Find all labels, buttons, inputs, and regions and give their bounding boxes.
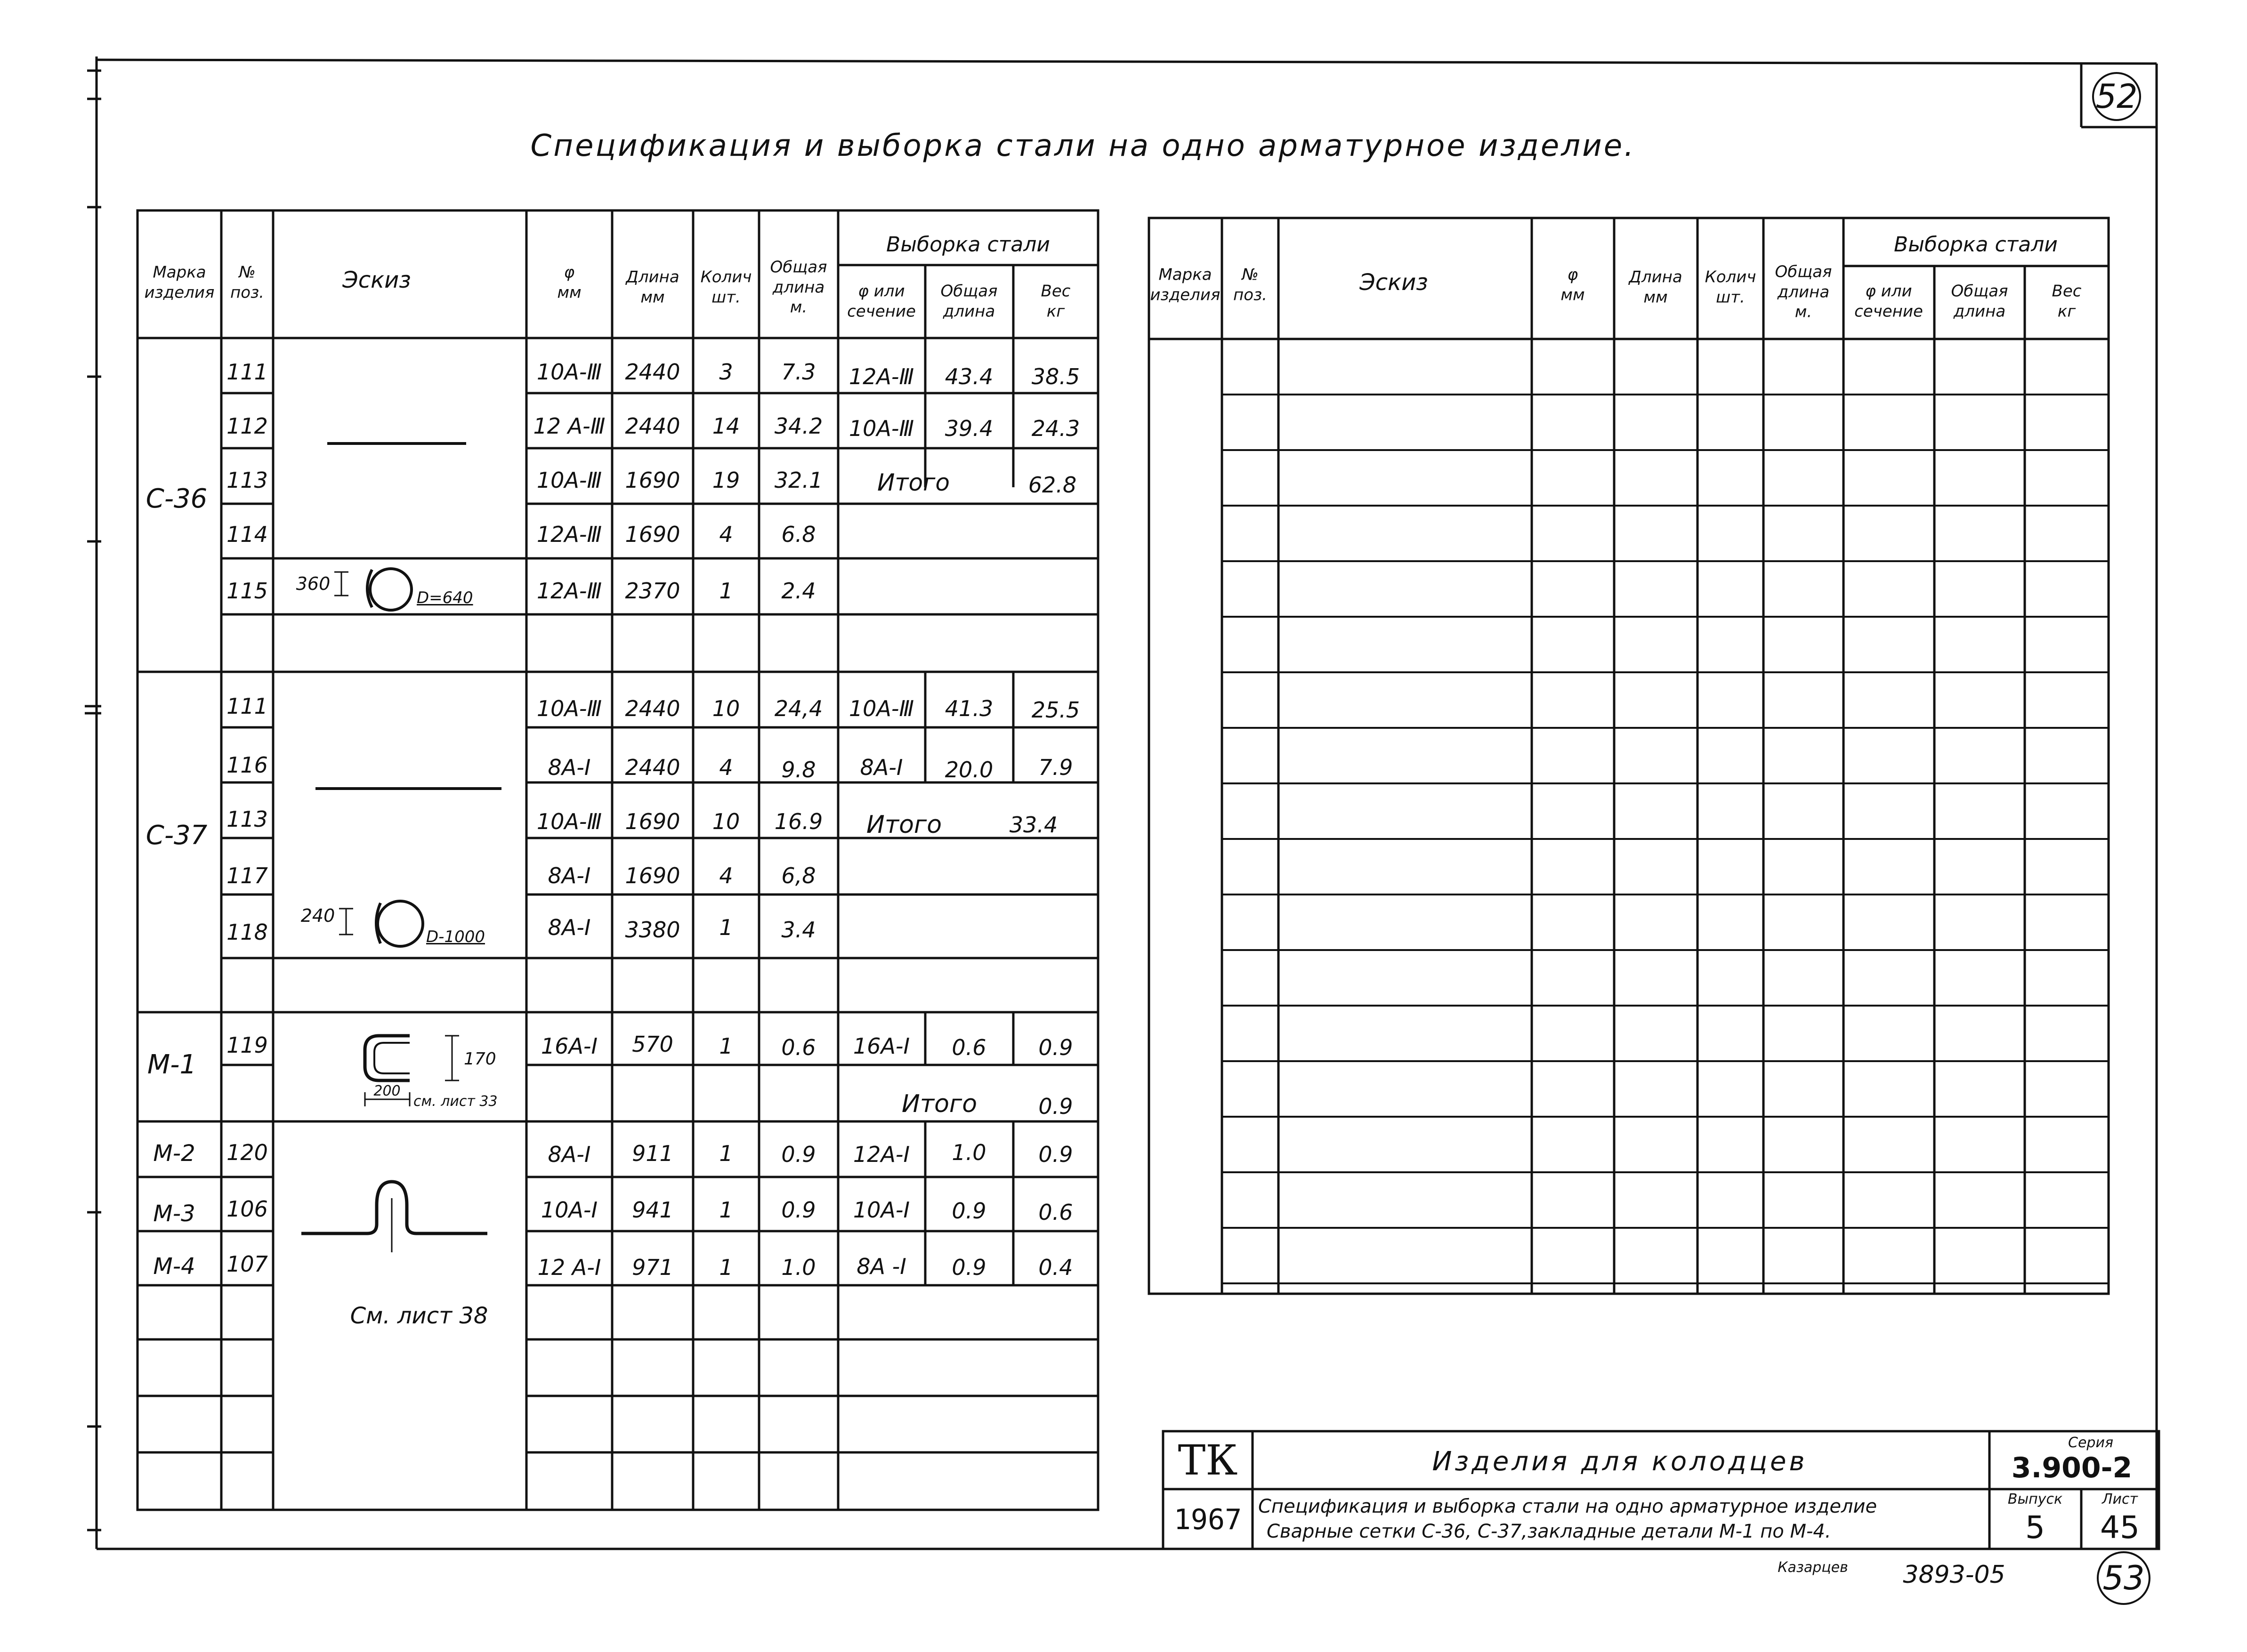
sel-weight: 0.4	[1038, 1255, 1073, 1280]
len-cell: 941	[632, 1197, 673, 1223]
stamp-desc-line2: Сварные сетки С-36, С-37,закладные детали М-1 по М-4.	[1267, 1521, 1831, 1542]
total-label: Итого	[901, 1090, 978, 1118]
len-cell: 971	[632, 1255, 673, 1280]
stamp-issue: 5	[2025, 1509, 2045, 1546]
sel-weight: 24.3	[1031, 416, 1080, 441]
stamp-sheet-label: Лист	[2102, 1491, 2138, 1507]
sheet-number: 52	[2095, 77, 2138, 116]
mark-c36: С-36	[145, 484, 208, 514]
pos-cell: 114	[226, 522, 268, 547]
pos-cell: 115	[226, 578, 268, 604]
stamp-issue-label: Выпуск	[2007, 1491, 2063, 1507]
mark-m4: М-4	[153, 1253, 195, 1280]
sel-section: 12А-Ⅰ	[853, 1142, 910, 1167]
total-value: 0.9	[1038, 1094, 1073, 1119]
tot-cell: 6,8	[781, 863, 816, 888]
dia-cell: 10А-Ⅲ	[536, 809, 602, 834]
dia-cell: 10А-Ⅲ	[536, 467, 602, 493]
hdr-diameter: φ мм	[557, 263, 582, 302]
pos-cell: 118	[226, 919, 268, 945]
dia-cell: 12 А-Ⅰ	[537, 1255, 601, 1280]
sel-weight: 0.9	[1038, 1035, 1073, 1060]
sketch-diameter: D-1000	[426, 927, 485, 946]
dia-cell: 12А-Ⅲ	[536, 578, 602, 604]
hdr-selection: Выборка стали	[886, 233, 1050, 257]
len-cell: 2440	[625, 755, 680, 780]
tot-cell: 24,4	[774, 696, 823, 721]
mark-m2: М-2	[153, 1140, 195, 1167]
qty-cell: 3	[719, 359, 733, 385]
sel-length: 41.3	[945, 696, 994, 721]
tot-cell: 34.2	[774, 413, 823, 439]
hdr-weight: Вес кг	[1041, 282, 1071, 321]
stamp-series-label: Серия	[2068, 1434, 2113, 1451]
hdr-length: Длина мм	[626, 267, 679, 306]
qty-cell: 10	[712, 809, 740, 834]
total-value: 33.4	[1009, 812, 1058, 838]
qty-cell: 1	[719, 578, 733, 604]
len-cell: 2370	[625, 578, 680, 604]
qty-cell: 1	[719, 1141, 733, 1166]
total-label: Итого	[866, 811, 942, 839]
sel-length: 1.0	[952, 1140, 986, 1165]
hdr-weight-right: Вес кг	[2052, 282, 2082, 321]
dia-cell: 12 А-Ⅲ	[533, 413, 606, 439]
next-sheet-number: 53	[2102, 1559, 2145, 1597]
tot-cell: 2.4	[781, 578, 816, 604]
dia-cell: 8А-Ⅰ	[548, 863, 591, 888]
qty-cell: 4	[719, 522, 733, 547]
sel-length: 20.0	[945, 757, 994, 782]
pos-cell: 107	[226, 1251, 268, 1277]
sketch-ref: см. лист 33	[413, 1093, 498, 1110]
sel-weight: 38.5	[1031, 364, 1080, 389]
mark-m3: М-3	[153, 1201, 195, 1227]
sketches	[301, 443, 501, 1252]
tot-cell: 3.4	[781, 917, 816, 943]
stamp-desc-line1: Спецификация и выборка стали на одно арматурное изделие	[1258, 1496, 1877, 1517]
pos-cell: 113	[226, 806, 268, 832]
len-cell: 3380	[625, 917, 680, 943]
stamp-sheet: 45	[2100, 1509, 2140, 1546]
mark-c37: С-37	[145, 820, 208, 851]
len-cell: 2440	[625, 413, 680, 439]
details-ref: См. лист 38	[350, 1303, 488, 1329]
sel-section: 10А-Ⅰ	[853, 1197, 910, 1223]
signature: Казарцев	[1778, 1559, 1848, 1576]
hdr-qty-right: Колич шт.	[1705, 267, 1756, 306]
hdr-qty: Колич шт.	[700, 267, 752, 306]
hdr-section-right: φ или сечение	[1854, 282, 1923, 321]
dia-cell: 16А-Ⅰ	[541, 1033, 598, 1059]
hdr-section: φ или сечение	[847, 282, 916, 321]
hdr-mark: Марка изделия	[144, 263, 215, 302]
sel-section: 10А-Ⅲ	[849, 416, 914, 441]
hdr-pos: № поз.	[230, 263, 264, 302]
tot-cell: 6.8	[781, 522, 816, 547]
anchor-sketch-m2-m4	[301, 1182, 487, 1233]
qty-cell: 1	[719, 915, 733, 940]
stamp-org: ТК	[1178, 1436, 1238, 1484]
len-cell: 911	[632, 1141, 673, 1166]
doc-number: 3893-05	[1903, 1561, 2005, 1589]
qty-cell: 4	[719, 863, 733, 888]
sketch-dim: 360	[296, 573, 331, 594]
pos-cell: 120	[226, 1140, 268, 1165]
ring-sketch-c36	[370, 569, 412, 610]
qty-cell: 19	[712, 467, 740, 493]
sel-weight: 0.9	[1038, 1142, 1073, 1167]
ring-sketch-c37	[378, 901, 423, 946]
total-value: 62.8	[1028, 472, 1077, 498]
stamp-year: 1967	[1173, 1503, 1242, 1536]
right-table-rows	[1222, 395, 2109, 1283]
sel-length: 0.6	[952, 1035, 986, 1060]
sketch-diameter: D=640	[417, 588, 473, 607]
hdr-total-length: Общая длина м.	[770, 258, 827, 317]
tot-cell: 0.9	[781, 1197, 816, 1223]
tot-cell: 7.3	[781, 359, 816, 385]
dia-cell: 8А-Ⅰ	[548, 915, 591, 940]
pos-cell: 113	[226, 467, 268, 493]
qty-cell: 1	[719, 1255, 733, 1280]
qty-cell: 1	[719, 1033, 733, 1059]
pos-cell: 106	[226, 1196, 268, 1222]
sel-length: 39.4	[945, 416, 994, 441]
hdr-length-right: Длина мм	[1629, 267, 1682, 306]
tot-cell: 0.9	[781, 1142, 816, 1167]
hdr-diameter-right: φ мм	[1560, 265, 1585, 304]
len-cell: 2440	[625, 359, 680, 385]
hdr-pos-right: № поз.	[1233, 265, 1267, 304]
hdr-sel-length-right: Общая длина	[1951, 282, 2008, 321]
sketch-dim-h: 170	[464, 1049, 496, 1069]
len-cell: 1690	[625, 467, 680, 493]
sel-section: 12А-Ⅲ	[849, 364, 914, 389]
stamp-series: 3.900-2	[2011, 1451, 2133, 1484]
len-cell: 1690	[625, 863, 680, 888]
hdr-total-length-right: Общая длина м.	[1775, 262, 1832, 322]
stamp-product: Изделия для колодцев	[1432, 1446, 1808, 1477]
hdr-selection-right: Выборка стали	[1894, 233, 2058, 257]
len-cell: 1690	[625, 809, 680, 834]
sel-length: 0.9	[952, 1255, 986, 1280]
qty-cell: 14	[712, 413, 740, 439]
qty-cell: 10	[712, 696, 740, 721]
pos-cell: 111	[226, 359, 268, 385]
dia-cell: 8А-Ⅰ	[548, 755, 591, 780]
page-title: Спецификация и выборка стали на одно арматурное изделие.	[530, 129, 1636, 163]
mark-m1: М-1	[147, 1049, 197, 1080]
sel-weight: 0.6	[1038, 1200, 1073, 1225]
qty-cell: 1	[719, 1197, 733, 1223]
left-table-grid	[137, 210, 1098, 1510]
tot-cell: 1.0	[781, 1255, 816, 1280]
sel-section: 8А-Ⅰ	[860, 755, 903, 780]
hdr-mark-right: Марка изделия	[1150, 265, 1220, 304]
dia-cell: 10А-Ⅰ	[541, 1197, 598, 1223]
pos-cell: 116	[226, 752, 268, 778]
sel-length: 43.4	[945, 364, 994, 389]
dia-cell: 10А-Ⅲ	[536, 696, 602, 721]
dia-cell: 10А-Ⅲ	[536, 359, 602, 385]
right-table-grid	[1149, 218, 2109, 1294]
pos-cell: 117	[226, 863, 268, 888]
pos-cell: 111	[226, 693, 268, 719]
sel-section: 16А-Ⅰ	[853, 1033, 910, 1059]
len-cell: 1690	[625, 522, 680, 547]
tot-cell: 0.6	[781, 1035, 816, 1060]
sel-weight: 25.5	[1031, 697, 1080, 723]
hdr-sel-length: Общая длина	[940, 282, 998, 321]
dia-cell: 12А-Ⅲ	[536, 522, 602, 547]
tot-cell: 16.9	[774, 809, 823, 834]
sel-weight: 7.9	[1038, 755, 1073, 780]
sel-section: 10А-Ⅲ	[849, 696, 914, 721]
sel-section: 8А -Ⅰ	[857, 1254, 906, 1279]
hdr-sketch: Эскиз	[342, 267, 411, 293]
qty-cell: 4	[719, 755, 733, 780]
dia-cell: 8А-Ⅰ	[548, 1142, 591, 1167]
sketch-dim-w: 200	[373, 1083, 401, 1099]
sel-length: 0.9	[952, 1198, 986, 1224]
tot-cell: 9.8	[781, 757, 816, 782]
len-cell: 2440	[625, 696, 680, 721]
pos-cell: 112	[226, 413, 268, 439]
total-label: Итого	[877, 469, 950, 496]
pos-cell: 119	[226, 1032, 268, 1058]
tot-cell: 32.1	[774, 467, 823, 493]
len-cell: 570	[632, 1031, 673, 1057]
sketch-dim: 240	[300, 905, 335, 926]
hdr-sketch-right: Эскиз	[1359, 269, 1428, 296]
